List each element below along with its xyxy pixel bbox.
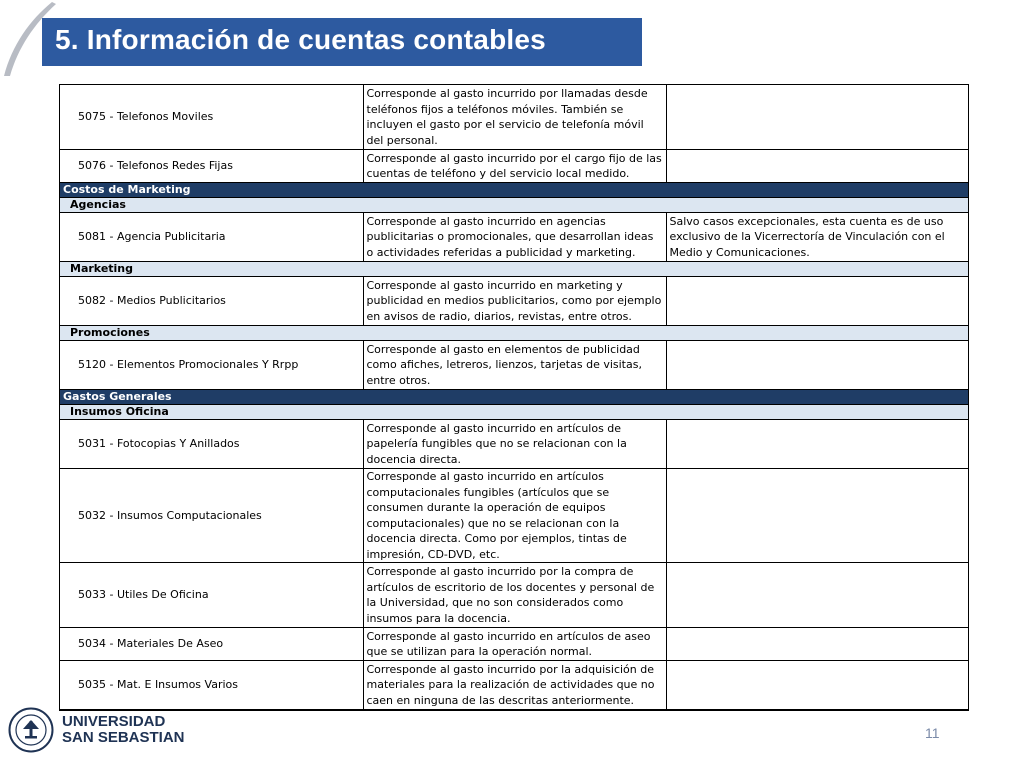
subsection-header-row (60, 405, 968, 420)
account-row (60, 563, 968, 628)
section-title: Costos de Marketing (60, 183, 968, 198)
account-row (60, 469, 968, 563)
account-note-cell: Salvo casos excepcionales, esta cuenta es de uso exclusivo de la Vicerrectoría de Vinculación con el Medio y Comunicaciones. (666, 213, 968, 262)
account-note-cell (666, 628, 968, 661)
account-description-cell: Corresponde al gasto incurrido por el cargo fijo de las cuentas de teléfono y del servicio local medido. (363, 150, 666, 183)
account-name-cell: 5031 - Fotocopias Y Anillados (60, 420, 363, 469)
page-number: 11 (925, 725, 940, 741)
account-note-cell (666, 420, 968, 469)
account-note-cell (666, 277, 968, 326)
account-description-cell: Corresponde al gasto incurrido en artículos de aseo que se utilizan para la operación normal. (363, 628, 666, 661)
university-name-line2: SAN SEBASTIAN (62, 729, 185, 746)
account-description-cell: Corresponde al gasto incurrido en artículos de papelería fungibles que no se relacionan con la docencia directa. (363, 420, 666, 469)
section-header-row (60, 183, 968, 198)
subsection-header-row (60, 262, 968, 277)
account-note-cell (666, 85, 968, 150)
account-row (60, 213, 968, 262)
university-logo (8, 707, 185, 753)
section-title: Gastos Generales (60, 390, 968, 405)
account-row (60, 277, 968, 326)
account-description-cell: Corresponde al gasto incurrido en agencias publicitarias o promocionales, que desarrollan ideas o actividades referidas a publicidad y marketing. (363, 213, 666, 262)
account-row (60, 628, 968, 661)
subsection-title: Agencias (60, 198, 968, 213)
account-row (60, 661, 968, 710)
account-note-cell (666, 469, 968, 563)
account-row (60, 85, 968, 150)
account-note-cell (666, 150, 968, 183)
account-name-cell: 5082 - Medios Publicitarios (60, 277, 363, 326)
subsection-header-row (60, 326, 968, 341)
account-description-cell: Corresponde al gasto incurrido por la compra de artículos de escritorio de los docentes y personal de la Universidad, que no son considerados como insumos para la docencia. (363, 563, 666, 628)
account-note-cell (666, 661, 968, 710)
account-note-cell (666, 341, 968, 390)
account-name-cell: 5076 - Telefonos Redes Fijas (60, 150, 363, 183)
university-name (62, 714, 185, 746)
account-name-cell: 5081 - Agencia Publicitaria (60, 213, 363, 262)
account-description-cell: Corresponde al gasto en elementos de publicidad como afiches, letreros, lienzos, tarjetas de visitas, entre otros. (363, 341, 666, 390)
university-name-line1: UNIVERSIDAD (62, 713, 166, 730)
account-row (60, 150, 968, 183)
page-title: 5. Información de cuentas contables (55, 24, 546, 55)
accounts-table (59, 84, 969, 711)
account-description-cell: Corresponde al gasto incurrido en marketing y publicidad en medios publicitarios, como por ejemplo en avisos de radio, diarios, revistas, entre otros. (363, 277, 666, 326)
subsection-header-row (60, 198, 968, 213)
account-description-cell: Corresponde al gasto incurrido en artículos computacionales fungibles (artículos que se consumen durante la operación de equipos computacionales) que no se relacionan con la docencia directa. Como por ejemplos, tintas de impresión, CD-DVD, etc. (363, 469, 666, 563)
account-description-cell: Corresponde al gasto incurrido por llamadas desde teléfonos fijos a teléfonos móviles. También se incluyen el gasto por el servicio de telefonía móvil del personal. (363, 85, 666, 150)
account-row (60, 341, 968, 390)
subsection-title: Insumos Oficina (60, 405, 968, 420)
account-name-cell: 5120 - Elementos Promocionales Y Rrpp (60, 341, 363, 390)
subsection-title: Marketing (60, 262, 968, 277)
account-name-cell: 5032 - Insumos Computacionales (60, 469, 363, 563)
account-note-cell (666, 563, 968, 628)
subsection-title: Promociones (60, 326, 968, 341)
university-seal-icon (8, 707, 54, 753)
account-name-cell: 5075 - Telefonos Moviles (60, 85, 363, 150)
account-name-cell: 5035 - Mat. E Insumos Varios (60, 661, 363, 710)
account-name-cell: 5033 - Utiles De Oficina (60, 563, 363, 628)
account-name-cell: 5034 - Materiales De Aseo (60, 628, 363, 661)
account-row (60, 420, 968, 469)
section-header-row (60, 390, 968, 405)
account-description-cell: Corresponde al gasto incurrido por la adquisición de materiales para la realización de actividades que no caen en ninguna de las descritas anteriormente. (363, 661, 666, 710)
